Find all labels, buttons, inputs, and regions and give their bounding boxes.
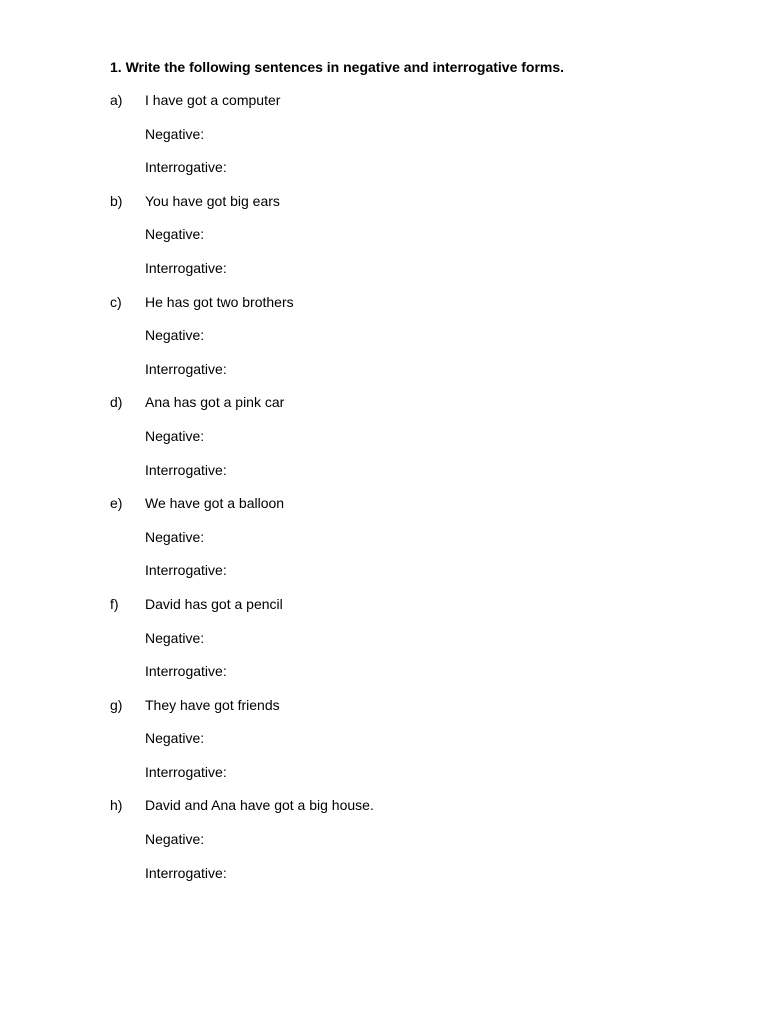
exercise-heading: 1. Write the following sentences in negative and interrogative forms. xyxy=(110,59,565,75)
item-letter: e) xyxy=(110,495,123,512)
interrogative-label: Interrogative: xyxy=(145,562,227,579)
item-sentence: David has got a pencil xyxy=(145,595,283,612)
interrogative-line xyxy=(110,561,710,595)
sentence-line xyxy=(110,696,710,730)
exercise-item-a xyxy=(110,91,710,192)
exercise-item-f xyxy=(110,595,710,696)
interrogative-line xyxy=(110,360,710,394)
exercise-list xyxy=(110,91,710,897)
negative-line xyxy=(110,528,710,562)
exercise-item-b xyxy=(110,192,710,293)
negative-label: Negative: xyxy=(145,327,205,344)
item-sentence: David and Ana have got a big house. xyxy=(145,797,374,814)
interrogative-line xyxy=(110,158,710,192)
item-sentence: They have got friends xyxy=(145,696,280,713)
item-sentence: Ana has got a pink car xyxy=(145,394,285,411)
item-sentence: I have got a computer xyxy=(145,92,281,108)
sentence-line xyxy=(110,91,710,125)
negative-label: Negative: xyxy=(145,629,205,646)
exercise-item-d xyxy=(110,393,710,494)
exercise-item-g xyxy=(110,696,710,797)
exercise-item-e xyxy=(110,494,710,595)
interrogative-label: Interrogative: xyxy=(145,663,227,680)
negative-line xyxy=(110,830,710,864)
item-letter: g) xyxy=(110,696,123,713)
interrogative-line xyxy=(110,763,710,797)
item-letter: d) xyxy=(110,394,123,411)
item-letter: h) xyxy=(110,797,123,814)
interrogative-label: Interrogative: xyxy=(145,159,227,176)
item-letter: f) xyxy=(110,595,119,612)
item-sentence: We have got a balloon xyxy=(145,495,285,512)
negative-label: Negative: xyxy=(145,125,205,142)
negative-line xyxy=(110,427,710,461)
interrogative-line xyxy=(110,259,710,293)
negative-label: Negative: xyxy=(145,427,205,444)
sentence-line xyxy=(110,293,710,327)
interrogative-label: Interrogative: xyxy=(145,461,227,478)
sentence-line xyxy=(110,393,710,427)
item-letter: c) xyxy=(110,293,122,310)
negative-label: Negative: xyxy=(145,226,205,243)
item-sentence: He has got two brothers xyxy=(145,293,294,310)
item-letter: b) xyxy=(110,192,123,209)
interrogative-line xyxy=(110,461,710,495)
interrogative-label: Interrogative: xyxy=(145,763,227,780)
exercise-item-c xyxy=(110,293,710,394)
item-letter: a) xyxy=(110,92,123,108)
sentence-line xyxy=(110,796,710,830)
interrogative-line xyxy=(110,662,710,696)
negative-line xyxy=(110,729,710,763)
negative-line xyxy=(110,125,710,159)
sentence-line xyxy=(110,192,710,226)
sentence-line xyxy=(110,494,710,528)
sentence-line xyxy=(110,595,710,629)
interrogative-label: Interrogative: xyxy=(145,864,227,881)
item-sentence: You have got big ears xyxy=(145,192,280,209)
negative-label: Negative: xyxy=(145,730,205,747)
negative-label: Negative: xyxy=(145,528,205,545)
interrogative-label: Interrogative: xyxy=(145,259,227,276)
negative-line xyxy=(110,326,710,360)
negative-label: Negative: xyxy=(145,831,205,848)
exercise-item-h xyxy=(110,796,710,897)
interrogative-label: Interrogative: xyxy=(145,360,227,377)
negative-line xyxy=(110,629,710,663)
negative-line xyxy=(110,225,710,259)
interrogative-line xyxy=(110,864,710,898)
